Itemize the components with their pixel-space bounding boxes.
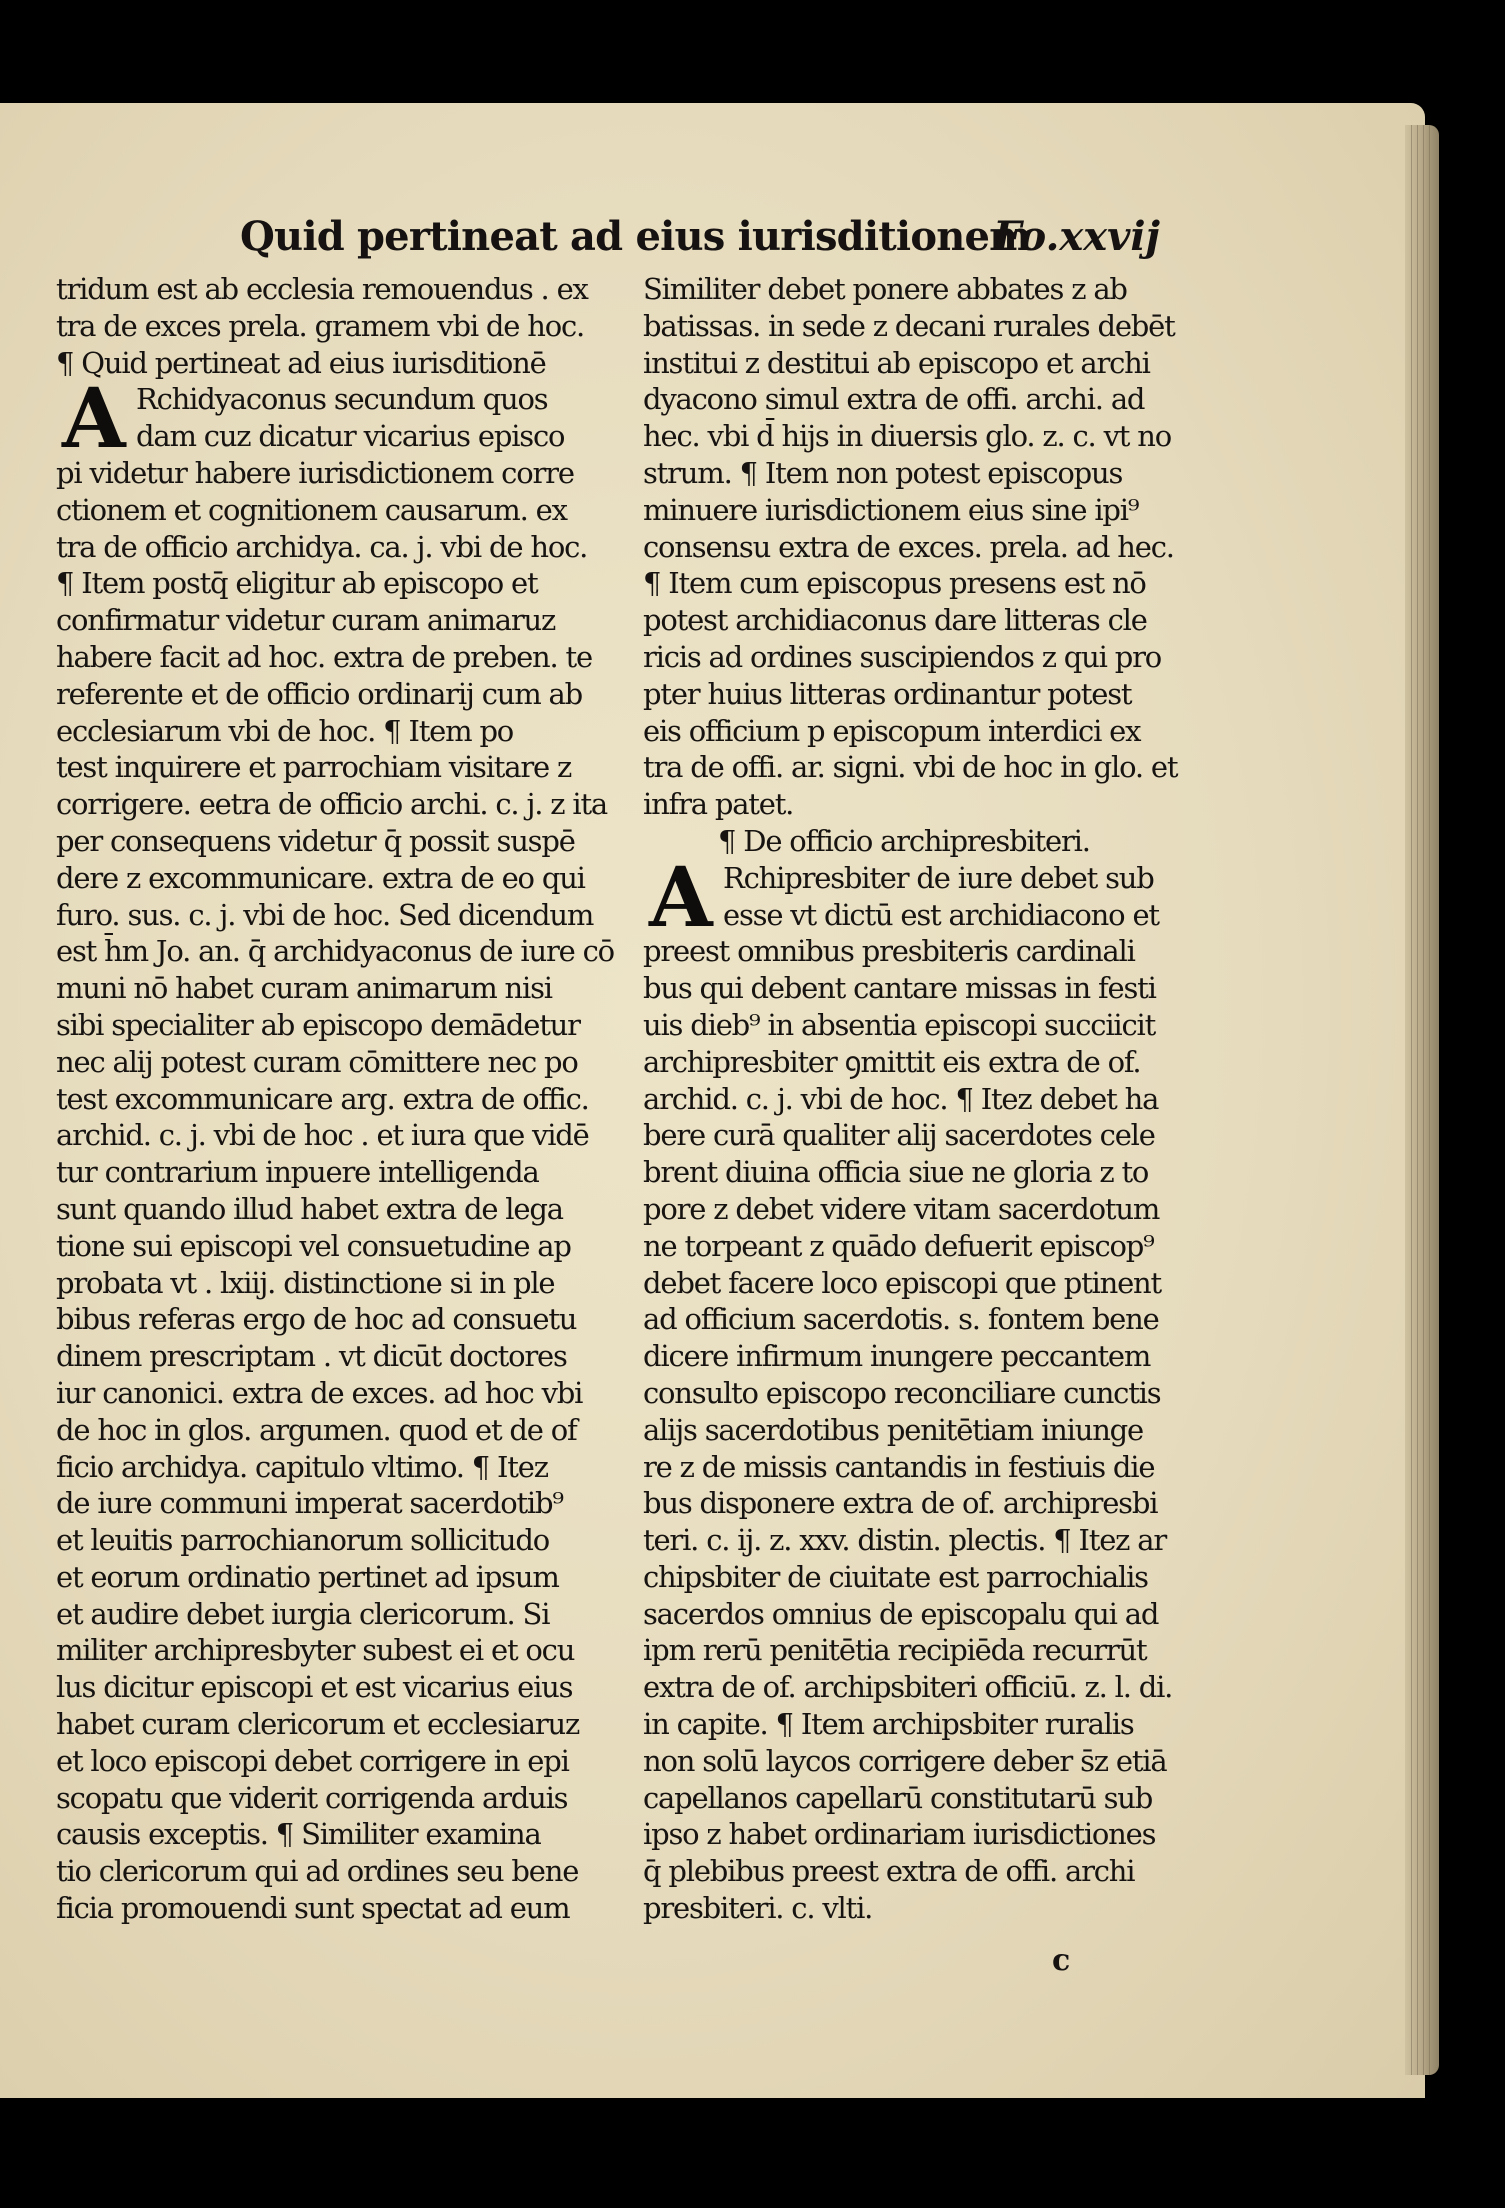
text-line: et eorum ordinatio pertinet ad ipsum (56, 1559, 559, 1594)
text-line: sibi specialiter ab episcopo demādetur (56, 1007, 580, 1042)
drop-cap-block (643, 849, 1210, 946)
text-line: scopatu que viderit corrigenda arduis (56, 1780, 568, 1815)
text-line: ¶ Quid pertineat ad eius iurisditionē (56, 345, 546, 380)
left-text-column (56, 271, 626, 1927)
text-line: pi videtur habere iurisdictionem corre (56, 455, 574, 490)
running-head (240, 213, 1160, 273)
book-page (0, 103, 1425, 2098)
text-line: et loco episcopi debet corrigere in epi (56, 1743, 569, 1778)
text-line: tur contrarium inpuere intelligenda (56, 1155, 539, 1190)
text-line: ecclesiarum vbi de hoc. ¶ Item po (56, 713, 514, 748)
drop-cap-block (56, 371, 626, 468)
text-line: ne torpeant z quādo defuerit episcop⁹ (643, 1228, 1154, 1263)
text-line: tione sui episcopi vel consuetudine ap (56, 1228, 571, 1263)
signature-mark: c (1052, 1943, 1071, 1978)
text-line: ficio archidya. capitulo vltimo. ¶ Itez (56, 1449, 548, 1484)
text-line: archipresbiter ꝯmittit eis extra de of. (643, 1044, 1141, 1079)
text-line: dicere infirmum inungere peccantem (643, 1339, 1151, 1374)
text-line: et audire debet iurgia clericorum. Si (56, 1596, 550, 1631)
text-line: ¶ De officio archipresbiteri. (718, 823, 1090, 858)
text-line: chipsbiter de ciuitate est parrochialis (643, 1559, 1148, 1594)
text-line: confirmatur videtur curam animaruz (56, 603, 556, 638)
text-line: tra de officio archidya. ca. j. vbi de hoc. (56, 529, 588, 564)
text-line: archid. c. j. vbi de hoc. ¶ Itez debet ha (643, 1081, 1159, 1116)
text-line: ipso z habet ordinariam iurisdictiones (643, 1817, 1156, 1852)
text-line: habet curam clericorum et ecclesiaruz (56, 1707, 580, 1742)
text-line: et leuitis parrochianorum sollicitudo (56, 1523, 550, 1558)
text-line: bibus referas ergo de hoc ad consuetu (56, 1302, 577, 1337)
page-edge (1405, 125, 1439, 2075)
text-line: debet facere loco episcopi que ptinent (643, 1265, 1161, 1300)
text-line: ipm rerū penitētia recipiēda recurrūt (643, 1633, 1147, 1668)
running-title: Quid pertineat ad eius iurisditionem (240, 213, 1031, 260)
text-line: nec alij potest curam cōmittere nec po (56, 1044, 578, 1079)
text-line: minuere iurisdictionem eius sine ipi⁹ (643, 492, 1139, 527)
text-line: per consequens videtur q̄ possit suspē (56, 823, 575, 858)
text-line: tra de exces prela. gramem vbi de hoc. (56, 308, 585, 343)
text-line: q̄ plebibus preest extra de offi. archi (643, 1854, 1135, 1889)
text-line: de hoc in glos. argumen. quod et de of (56, 1412, 577, 1447)
text-line: bere curā qualiter alij sacerdotes cele (643, 1118, 1155, 1153)
text-line: dere z excommunicare. extra de eo qui (56, 860, 585, 895)
text-line: batissas. in sede z decani rurales debēt (643, 308, 1175, 343)
text-line: ricis ad ordines suscipiendos z qui pro (643, 639, 1162, 674)
text-line: preest omnibus presbiteris cardinali (643, 934, 1135, 969)
text-line: Similiter debet ponere abbates z ab (643, 272, 1127, 306)
text-line: furo. sus. c. j. vbi de hoc. Sed dicendum (56, 897, 594, 932)
folio-number: Fo.xxvij (993, 213, 1160, 260)
text-line: eis officium p episcopum interdici ex (643, 713, 1141, 748)
text-line: in capite. ¶ Item archipsbiter ruralis (643, 1707, 1134, 1742)
text-line: iur canonici. extra de exces. ad hoc vbi (56, 1375, 583, 1410)
drop-initial: A (649, 849, 712, 946)
right-text-column (643, 271, 1210, 1927)
text-line: pter huius litteras ordinantur potest (643, 676, 1132, 711)
text-line: non solū laycos corrigere deber s̄z etiā (643, 1743, 1167, 1778)
text-line: sacerdos omnius de episcopalu qui ad (643, 1596, 1159, 1631)
text-line: teri. c. ij. z. xxv. distin. plectis. ¶ Itez ar (643, 1523, 1167, 1558)
text-line: consulto episcopo reconciliare cunctis (643, 1375, 1161, 1410)
text-line: tra de offi. ar. signi. vbi de hoc in glo. et (643, 750, 1178, 785)
text-line: Rchidyaconus secundum quos (136, 382, 548, 417)
text-line: tio clericorum qui ad ordines seu bene (56, 1854, 579, 1889)
text-line: consensu extra de exces. prela. ad hec. (643, 529, 1174, 564)
text-line: infra patet. (643, 787, 794, 822)
text-line: dinem prescriptam . vt dicūt doctores (56, 1339, 567, 1374)
text-line: habere facit ad hoc. extra de preben. te (56, 639, 592, 674)
text-line: ¶ Item cum episcopus presens est nō (643, 566, 1146, 601)
text-line: est h̄m Jo. an. q̄ archidyaconus de iure cō (56, 934, 614, 969)
text-line: alijs sacerdotibus penitētiam iniunge (643, 1412, 1144, 1447)
text-line: de iure communi imperat sacerdotib⁹ (56, 1486, 563, 1521)
text-line: muni nō habet curam animarum nisi (56, 971, 552, 1006)
text-line: dam cuz dicatur vicarius episco (136, 419, 565, 454)
text-line: bus disponere extra de of. archipresbi (643, 1486, 1158, 1521)
text-line: hec. vbi d̄ hijs in diuersis glo. z. c. vt no (643, 419, 1171, 454)
text-line: presbiteri. c. vlti. (643, 1891, 873, 1926)
text-line: Rchipresbiter de iure debet sub (723, 860, 1154, 895)
text-line: brent diuina officia siue ne gloria z to (643, 1155, 1149, 1190)
text-line: potest archidiaconus dare litteras cle (643, 603, 1147, 638)
drop-initial: A (62, 371, 125, 468)
text-line: institui z destitui ab episcopo et archi (643, 345, 1150, 380)
text-line: esse vt dictū est archidiacono et (723, 897, 1159, 932)
text-line: causis exceptis. ¶ Similiter examina (56, 1817, 541, 1852)
text-line: extra de of. archipsbiteri officiū. z. l. di. (643, 1670, 1173, 1705)
text-line: test excommunicare arg. extra de offic. (56, 1081, 589, 1116)
text-line: ficia promouendi sunt spectat ad eum (56, 1891, 570, 1926)
text-line: capellanos capellarū constitutarū sub (643, 1780, 1153, 1815)
text-line: corrigere. eetra de officio archi. c. j. z ita (56, 787, 607, 822)
text-line: strum. ¶ Item non potest episcopus (643, 455, 1123, 490)
text-line: bus qui debent cantare missas in festi (643, 971, 1156, 1006)
text-line: sunt quando illud habet extra de lega (56, 1191, 563, 1226)
text-line: archid. c. j. vbi de hoc . et iura que vidē (56, 1118, 589, 1153)
text-line: uis dieb⁹ in absentia episcopi succiicit (643, 1007, 1156, 1042)
text-line: pore z debet videre vitam sacerdotum (643, 1191, 1160, 1226)
text-line: militer archipresbyter subest ei et ocu (56, 1633, 575, 1668)
text-line: dyacono simul extra de offi. archi. ad (643, 382, 1145, 417)
text-line: ¶ Item postq̄ eligitur ab episcopo et (56, 566, 538, 601)
text-line: test inquirere et parrochiam visitare z (56, 750, 572, 785)
text-line: ctionem et cognitionem causarum. ex (56, 492, 567, 527)
text-line: probata vt . lxiij. distinctione si in ple (56, 1265, 555, 1300)
text-line: referente et de officio ordinarij cum ab (56, 676, 582, 711)
text-line: lus dicitur episcopi et est vicarius eius (56, 1670, 573, 1705)
text-line: ad officium sacerdotis. s. fontem bene (643, 1302, 1159, 1337)
text-line: tridum est ab ecclesia remouendus . ex (56, 272, 588, 306)
text-line: re z de missis cantandis in festiuis die (643, 1449, 1155, 1484)
